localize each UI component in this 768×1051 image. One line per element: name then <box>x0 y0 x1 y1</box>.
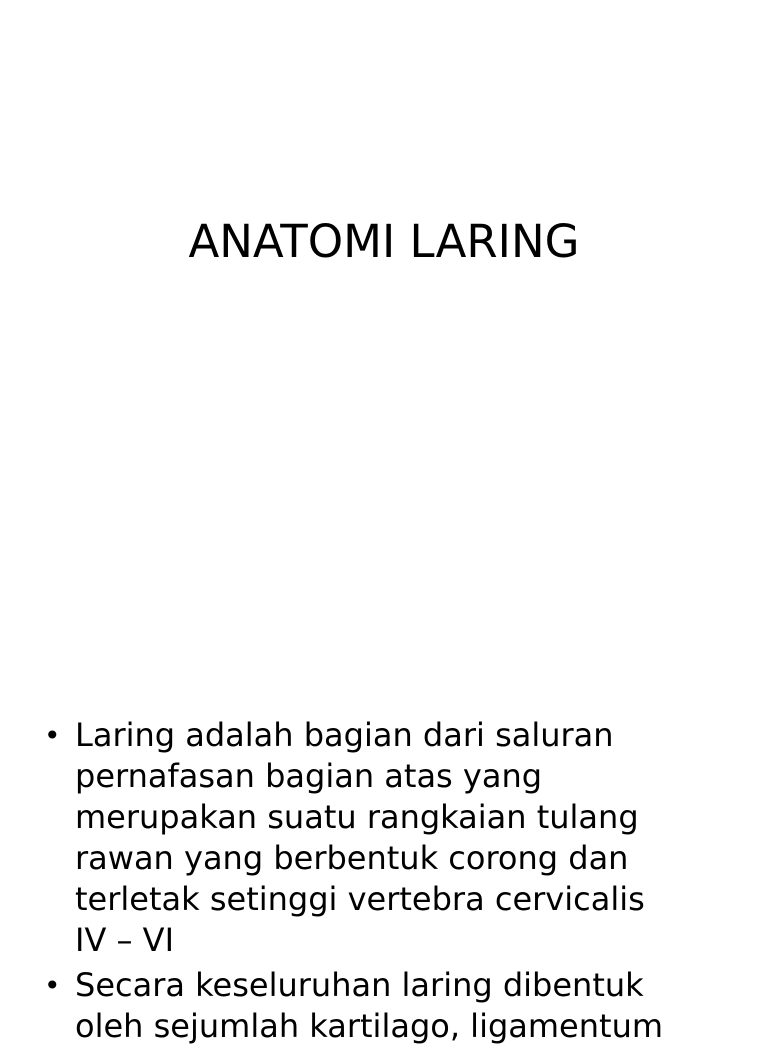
bullet-dot-icon: • <box>44 969 61 1002</box>
bullet-item <box>0 715 768 961</box>
bullet-text: Laring adalah bagian dari saluran pernafasan bagian atas yang merupakan suatu rangkaian tulang rawan yang berbentuk corong dan terletak setinggi vertebra cervicalis IV – VI <box>75 716 645 959</box>
bullet-text: Secara keseluruhan laring dibentuk oleh sejumlah kartilago, ligamentum <box>75 966 664 1045</box>
bullet-dot-icon: • <box>44 719 61 752</box>
slide-title: ANATOMI LARING <box>188 215 580 268</box>
bullet-list <box>0 715 768 1051</box>
bullet-item <box>0 965 768 1047</box>
